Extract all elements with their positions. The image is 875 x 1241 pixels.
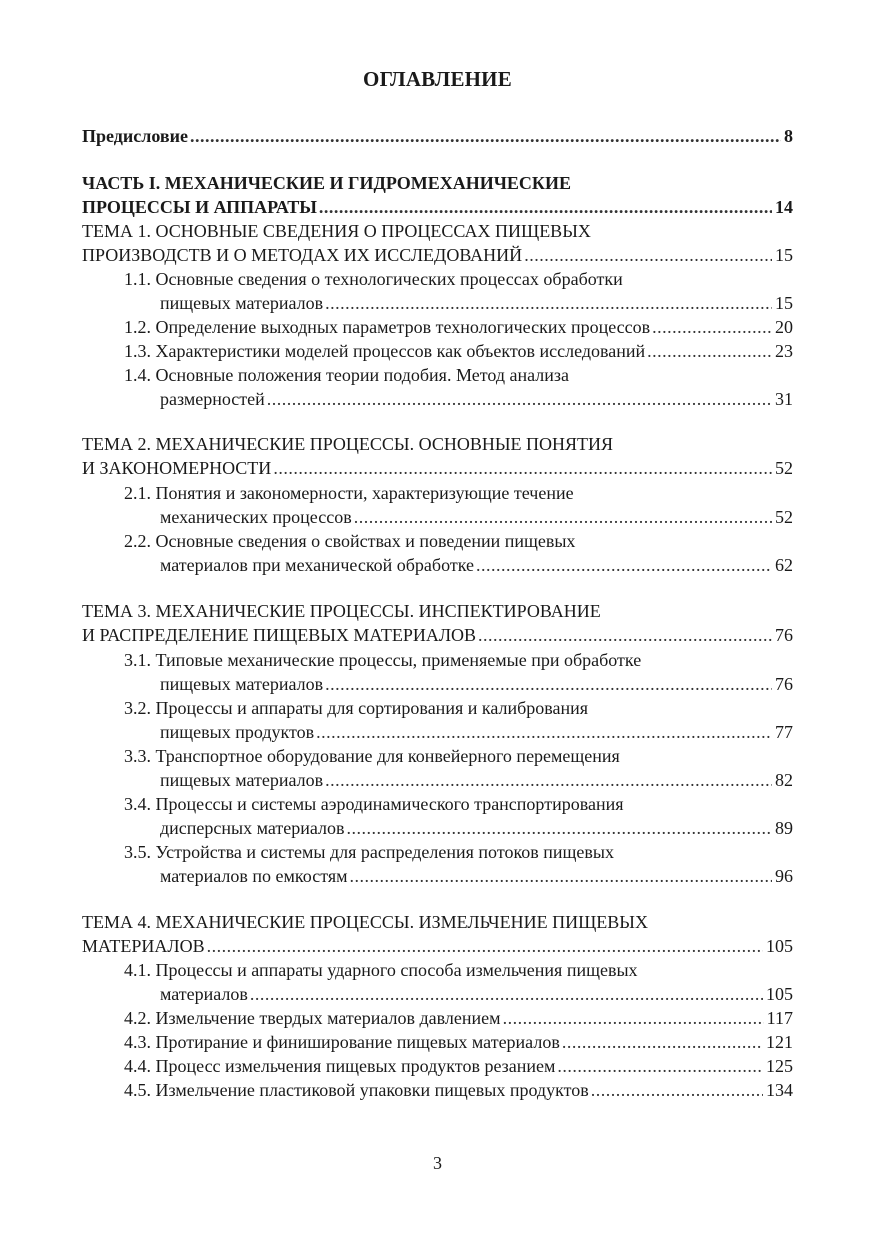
dot-leader — [325, 768, 772, 792]
dot-leader — [350, 864, 773, 888]
dot-leader — [591, 1078, 763, 1102]
toc-entry-title: материалов — [160, 984, 248, 1004]
toc-entry-title: ТЕМА 3. МЕХАНИЧЕСКИЕ ПРОЦЕССЫ. ИНСПЕКТИРОВАНИЕ — [82, 601, 601, 621]
toc-entry-page: 15 — [775, 293, 793, 313]
toc-entry-page: 31 — [775, 389, 793, 409]
dot-leader — [347, 816, 772, 840]
toc-entry-page: 15 — [775, 245, 793, 265]
toc-entry-title: пищевых материалов — [160, 674, 324, 694]
dot-leader — [325, 291, 772, 315]
toc-entry-title: 4.2. Измельчение твердых материалов давлением — [124, 1008, 501, 1028]
dot-leader — [190, 124, 781, 148]
dot-leader — [503, 1006, 764, 1030]
toc-entry-page: 8 — [784, 126, 793, 146]
toc-entry-page: 52 — [775, 507, 793, 527]
dot-leader — [250, 982, 763, 1006]
toc-entry-title: 3.1. Типовые механические процессы, применяемые при обработке — [124, 650, 642, 670]
toc-entry-page: 23 — [775, 341, 793, 361]
toc-entry-title: 2.1. Понятия и закономерности, характеризующие течение — [124, 483, 574, 503]
toc-entry-title: пищевых продуктов — [160, 722, 315, 742]
dot-leader — [557, 1054, 763, 1078]
dot-leader — [476, 553, 772, 577]
toc-entry-title: размерностей — [160, 389, 265, 409]
toc-entry-title: 2.2. Основные сведения о свойствах и поведении пищевых — [124, 531, 576, 551]
toc-entry-page: 76 — [775, 674, 793, 694]
page-number: 3 — [433, 1153, 442, 1173]
toc-entry-title: материалов при механической обработке — [160, 555, 474, 575]
toc-entry-page: 125 — [766, 1056, 793, 1076]
toc-entry-title: МАТЕРИАЛОВ — [82, 936, 205, 956]
toc-entry-page: 89 — [775, 818, 793, 838]
toc-entry-title: 3.3. Транспортное оборудование для конвейерного перемещения — [124, 746, 620, 766]
toc-entry-page: 134 — [766, 1080, 793, 1100]
toc-entry-title: 3.2. Процессы и аппараты для сортирования и калибрования — [124, 698, 589, 718]
toc-entry-page: 96 — [775, 866, 793, 886]
toc-entry-title: дисперсных материалов — [160, 818, 345, 838]
dot-leader — [647, 339, 772, 363]
toc-entry-title: 4.4. Процесс измельчения пищевых продуктов резанием — [124, 1056, 556, 1076]
dot-leader — [524, 243, 772, 267]
dot-leader — [273, 456, 772, 480]
toc-entry-title: пищевых материалов — [160, 293, 324, 313]
dot-leader — [319, 195, 772, 219]
toc-entry-page: 105 — [766, 984, 793, 1004]
toc-entry-title: материалов по емкостям — [160, 866, 348, 886]
dot-leader — [267, 387, 772, 411]
toc-entry-page: 77 — [775, 722, 793, 742]
toc-entry-title: ТЕМА 4. МЕХАНИЧЕСКИЕ ПРОЦЕССЫ. ИЗМЕЛЬЧЕНИЕ ПИЩЕВЫХ — [82, 912, 648, 932]
toc-entry-title: 1.2. Определение выходных параметров технологических процессов — [124, 317, 651, 337]
toc-entry-page: 52 — [775, 458, 793, 478]
toc-entry-title: Предисловие — [82, 126, 188, 146]
toc-entry-page: 121 — [766, 1032, 793, 1052]
dot-leader — [652, 315, 772, 339]
dot-leader — [478, 623, 772, 647]
toc-entry-title: 4.3. Протирание и финиширование пищевых материалов — [124, 1032, 560, 1052]
toc-entry-title: 3.4. Процессы и системы аэродинамического транспортирования — [124, 794, 624, 814]
toc-entry-title: пищевых материалов — [160, 770, 324, 790]
toc-entry-page: 117 — [766, 1008, 793, 1028]
toc-entry-title: 3.5. Устройства и системы для распределения потоков пищевых — [124, 842, 614, 862]
toc-entry-title: И ЗАКОНОМЕРНОСТИ — [82, 458, 272, 478]
toc-entry-title: 4.5. Измельчение пластиковой упаковки пищевых продуктов — [124, 1080, 589, 1100]
toc-entry-title: механических процессов — [160, 507, 352, 527]
page-title: ОГЛАВЛЕНИЕ — [363, 67, 512, 91]
toc-entry-title: ЧАСТЬ I. МЕХАНИЧЕСКИЕ И ГИДРОМЕХАНИЧЕСКИЕ — [82, 173, 571, 193]
toc-entry-page: 14 — [775, 197, 793, 217]
dot-leader — [207, 934, 763, 958]
toc-entry-title: 1.4. Основные положения теории подобия. Метод анализа — [124, 365, 569, 385]
toc-entry-title: ТЕМА 2. МЕХАНИЧЕСКИЕ ПРОЦЕССЫ. ОСНОВНЫЕ ПОНЯТИЯ — [82, 434, 614, 454]
dot-leader — [354, 505, 772, 529]
toc-entry-title: 1.3. Характеристики моделей процессов как объектов исследований — [124, 341, 646, 361]
toc-entry-title: 4.1. Процессы и аппараты ударного способа измельчения пищевых — [124, 960, 638, 980]
dot-leader — [325, 672, 772, 696]
toc-entry-title: И РАСПРЕДЕЛЕНИЕ ПИЩЕВЫХ МАТЕРИАЛОВ — [82, 625, 477, 645]
toc-entry-page: 105 — [766, 936, 793, 956]
toc-entry-title: ПРОИЗВОДСТВ И О МЕТОДАХ ИХ ИССЛЕДОВАНИЙ — [82, 245, 523, 265]
toc-entry-title: 1.1. Основные сведения о технологических процессах обработки — [124, 269, 623, 289]
toc-entry-title: ПРОЦЕССЫ И АППАРАТЫ — [82, 197, 317, 217]
dot-leader — [316, 720, 772, 744]
toc-entry-page: 82 — [775, 770, 793, 790]
toc-entry-title: ТЕМА 1. ОСНОВНЫЕ СВЕДЕНИЯ О ПРОЦЕССАХ ПИЩЕВЫХ — [82, 221, 591, 241]
toc-entry-page: 76 — [775, 625, 793, 645]
dot-leader — [562, 1030, 763, 1054]
toc-entry-page: 62 — [775, 555, 793, 575]
toc-entry-page: 20 — [775, 317, 793, 337]
